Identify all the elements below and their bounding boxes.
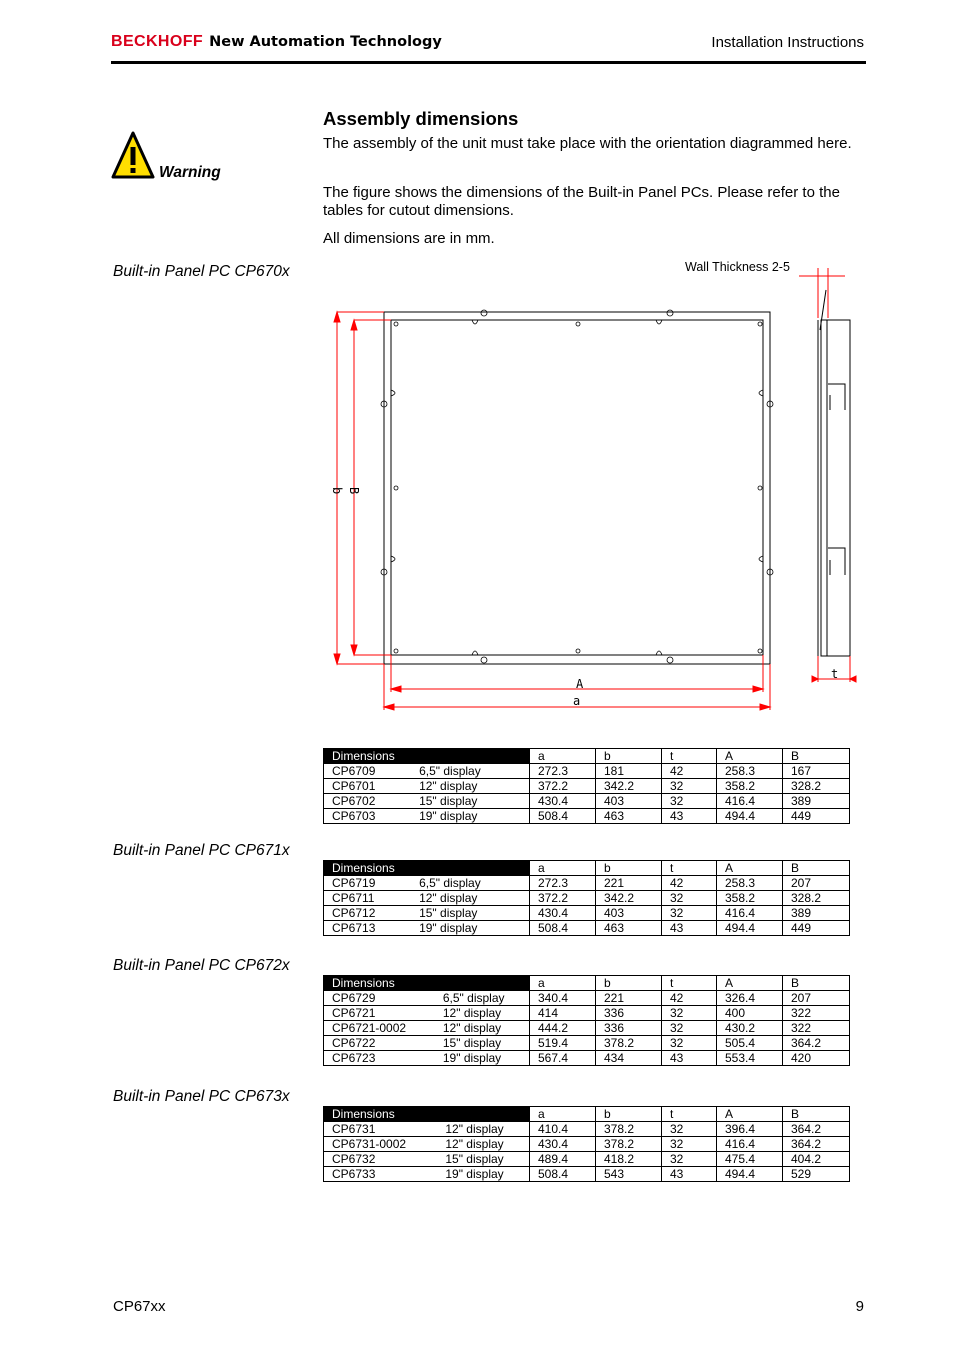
column-header: b <box>596 749 662 764</box>
table-cell: CP6719 <box>324 876 412 891</box>
table-cell: 567.4 <box>530 1051 596 1066</box>
table-cell: CP6711 <box>324 891 412 906</box>
dimensions-table-cp670x <box>323 748 850 824</box>
table-cell: 336 <box>596 1021 662 1036</box>
table-header-row <box>324 861 850 876</box>
group-label-cp670x: Built-in Panel PC CP670x <box>113 263 290 280</box>
table-cell: 32 <box>662 1122 717 1137</box>
table-cell: 342.2 <box>596 891 662 906</box>
column-header: b <box>596 1107 662 1122</box>
table-cell: 322 <box>783 1006 850 1021</box>
group-label-cp671x: Built-in Panel PC CP671x <box>113 842 290 859</box>
table-cell: 6,5" display <box>435 991 530 1006</box>
table-cell: 508.4 <box>530 809 596 824</box>
table-row <box>324 794 850 809</box>
table-cell: CP6729 <box>324 991 435 1006</box>
warning-label: Warning <box>159 164 221 181</box>
side-view <box>818 290 850 672</box>
column-header: a <box>530 861 596 876</box>
table-cell: 207 <box>783 991 850 1006</box>
column-header: t <box>662 976 717 991</box>
table-cell: 258.3 <box>717 876 783 891</box>
column-header: A <box>717 749 783 764</box>
dimensions-table-cp673x <box>323 1106 850 1182</box>
table-cell: 449 <box>783 921 850 936</box>
table-cell: 364.2 <box>783 1137 850 1152</box>
table-cell: 430.4 <box>530 1137 596 1152</box>
table-header-row <box>324 976 850 991</box>
table-cell: 221 <box>596 991 662 1006</box>
table-cell: 15" display <box>435 1036 530 1051</box>
table-cell: CP6721 <box>324 1006 435 1021</box>
table-cell: 420 <box>783 1051 850 1066</box>
table-cell: 400 <box>717 1006 783 1021</box>
table-row <box>324 779 850 794</box>
table-cell: CP6721-0002 <box>324 1021 435 1036</box>
table-row <box>324 1051 850 1066</box>
dimension-lines <box>334 268 856 710</box>
column-header: a <box>530 976 596 991</box>
table-cell: 418.2 <box>596 1152 662 1167</box>
panel-outline <box>384 312 770 664</box>
table-cell: CP6733 <box>324 1167 438 1182</box>
table-cell: CP6731-0002 <box>324 1137 438 1152</box>
table-cell: CP6701 <box>324 779 412 794</box>
table-cell: 434 <box>596 1051 662 1066</box>
table-cell: 272.3 <box>530 876 596 891</box>
group-label-cp673x: Built-in Panel PC CP673x <box>113 1088 290 1105</box>
column-header: B <box>783 976 850 991</box>
table-cell: 32 <box>662 1021 717 1036</box>
table-cell: 519.4 <box>530 1036 596 1051</box>
table-cell: 12" display <box>411 891 529 906</box>
table-cell: CP6732 <box>324 1152 438 1167</box>
table-cell: 32 <box>662 891 717 906</box>
table-cell: 475.4 <box>717 1152 783 1167</box>
dim-label-b: b <box>330 487 344 495</box>
table-cell: 508.4 <box>530 921 596 936</box>
table-row <box>324 809 850 824</box>
table-cell: 378.2 <box>596 1137 662 1152</box>
table-cell: 12" display <box>437 1137 529 1152</box>
table-cell: 15" display <box>437 1152 529 1167</box>
table-cell: 12" display <box>411 779 529 794</box>
table-cell: 6,5" display <box>411 764 529 779</box>
column-header: A <box>717 861 783 876</box>
table-cell: 416.4 <box>717 1137 783 1152</box>
column-header: B <box>783 861 850 876</box>
wall-thickness-label: Wall Thickness 2-5 <box>685 260 790 274</box>
table-cell: 32 <box>662 1152 717 1167</box>
table-cell: 444.2 <box>530 1021 596 1036</box>
dim-label-t: t <box>831 667 839 681</box>
table-cell: 449 <box>783 809 850 824</box>
table-cell: 43 <box>662 1167 717 1182</box>
table-cell: 12" display <box>435 1006 530 1021</box>
table-cell: CP6722 <box>324 1036 435 1051</box>
dim-label-a: a <box>573 694 581 708</box>
table-cell: 410.4 <box>530 1122 596 1137</box>
table-cell: 463 <box>596 921 662 936</box>
table-cell: 32 <box>662 794 717 809</box>
column-header: b <box>596 976 662 991</box>
table-cell: 328.2 <box>783 891 850 906</box>
table-cell: 358.2 <box>717 779 783 794</box>
table-cell: 207 <box>783 876 850 891</box>
dim-label-B: B <box>347 487 361 495</box>
table-cell: 430.4 <box>530 906 596 921</box>
column-header: b <box>596 861 662 876</box>
dimension-drawing <box>320 264 860 714</box>
table-cell: 403 <box>596 794 662 809</box>
dimensions-table-cp672x <box>323 975 850 1066</box>
table-cell: 19" display <box>411 921 529 936</box>
table-header-row <box>324 749 850 764</box>
column-header: B <box>783 1107 850 1122</box>
table-cell: 43 <box>662 1051 717 1066</box>
footer-product: CP67xx <box>113 1298 166 1315</box>
brand-logo <box>111 33 442 51</box>
header-divider <box>111 61 866 64</box>
table-cell: 364.2 <box>783 1122 850 1137</box>
table-cell: 322 <box>783 1021 850 1036</box>
table-cell: 167 <box>783 764 850 779</box>
table-row <box>324 1021 850 1036</box>
table-cell: 336 <box>596 1006 662 1021</box>
table-row <box>324 876 850 891</box>
column-header: a <box>530 749 596 764</box>
table-cell: 364.2 <box>783 1036 850 1051</box>
table-header-row <box>324 1107 850 1122</box>
table-cell: 463 <box>596 809 662 824</box>
paragraph-units: All dimensions are in mm. <box>323 230 495 247</box>
table-cell: 221 <box>596 876 662 891</box>
table-cell: 272.3 <box>530 764 596 779</box>
table-cell: 378.2 <box>596 1036 662 1051</box>
brand-tagline: New Automation Technology <box>209 34 442 50</box>
table-row <box>324 921 850 936</box>
table-cell: 19" display <box>435 1051 530 1066</box>
table-cell: 389 <box>783 906 850 921</box>
table-row <box>324 1137 850 1152</box>
table-row <box>324 1122 850 1137</box>
table-cell: 32 <box>662 779 717 794</box>
table-cell: 430.4 <box>530 794 596 809</box>
table-cell: 529 <box>783 1167 850 1182</box>
dimension-letters <box>330 487 838 708</box>
table-cell: 553.4 <box>717 1051 783 1066</box>
table-cell: CP6731 <box>324 1122 438 1137</box>
table-cell: 32 <box>662 906 717 921</box>
column-header: t <box>662 749 717 764</box>
table-cell: 181 <box>596 764 662 779</box>
table-cell: 494.4 <box>717 809 783 824</box>
table-cell: 326.4 <box>717 991 783 1006</box>
table-cell: 404.2 <box>783 1152 850 1167</box>
table-cell: 15" display <box>411 906 529 921</box>
table-row <box>324 1036 850 1051</box>
table-cell: 358.2 <box>717 891 783 906</box>
table-cell: CP6713 <box>324 921 412 936</box>
table-cell: 32 <box>662 1036 717 1051</box>
column-header: A <box>717 1107 783 1122</box>
table-cell: 42 <box>662 991 717 1006</box>
clamp-marks <box>391 320 763 655</box>
group-label-cp672x: Built-in Panel PC CP672x <box>113 957 290 974</box>
table-row <box>324 906 850 921</box>
table-cell: 42 <box>662 876 717 891</box>
paragraph-figure: The figure shows the dimensions of the Built-in Panel PCs. Please refer to the tables for cutout dimensions. <box>323 184 840 219</box>
table-cell: 372.2 <box>530 891 596 906</box>
table-row <box>324 1006 850 1021</box>
table-cell: 416.4 <box>717 906 783 921</box>
table-cell: CP6709 <box>324 764 412 779</box>
mounting-holes <box>381 310 773 663</box>
column-header: B <box>783 749 850 764</box>
table-cell: 494.4 <box>717 1167 783 1182</box>
paragraph-orientation: The assembly of the unit must take place with the orientation diagrammed here. <box>323 135 852 152</box>
table-cell: 508.4 <box>530 1167 596 1182</box>
table-cell: 19" display <box>411 809 529 824</box>
table-row <box>324 991 850 1006</box>
table-cell: 505.4 <box>717 1036 783 1051</box>
column-header: Dimensions <box>324 861 530 876</box>
table-cell: 378.2 <box>596 1122 662 1137</box>
table-cell: 12" display <box>435 1021 530 1036</box>
page-number: 9 <box>855 1298 864 1315</box>
table-cell: 43 <box>662 921 717 936</box>
table-cell: 32 <box>662 1137 717 1152</box>
column-header: A <box>717 976 783 991</box>
table-cell: 489.4 <box>530 1152 596 1167</box>
table-cell: 12" display <box>437 1122 529 1137</box>
table-cell: 342.2 <box>596 779 662 794</box>
table-cell: 43 <box>662 809 717 824</box>
section-title: Assembly dimensions <box>323 108 519 129</box>
column-header: Dimensions <box>324 749 530 764</box>
column-header: a <box>530 1107 596 1122</box>
table-cell: 494.4 <box>717 921 783 936</box>
table-cell: 340.4 <box>530 991 596 1006</box>
table-row <box>324 1167 850 1182</box>
table-cell: 430.2 <box>717 1021 783 1036</box>
table-cell: 414 <box>530 1006 596 1021</box>
warning-triangle-icon <box>111 131 155 179</box>
table-row <box>324 891 850 906</box>
table-cell: 416.4 <box>717 794 783 809</box>
table-cell: 6,5" display <box>411 876 529 891</box>
table-cell: CP6703 <box>324 809 412 824</box>
table-cell: 15" display <box>411 794 529 809</box>
dimensions-table-cp671x <box>323 860 850 936</box>
table-cell: 328.2 <box>783 779 850 794</box>
table-cell: 389 <box>783 794 850 809</box>
column-header: Dimensions <box>324 1107 530 1122</box>
table-row <box>324 764 850 779</box>
brand-name: BECKHOFF <box>111 33 204 50</box>
table-cell: CP6723 <box>324 1051 435 1066</box>
table-cell: 258.3 <box>717 764 783 779</box>
table-cell: CP6712 <box>324 906 412 921</box>
table-cell: 19" display <box>437 1167 529 1182</box>
table-row <box>324 1152 850 1167</box>
column-header: t <box>662 861 717 876</box>
table-cell: 543 <box>596 1167 662 1182</box>
table-cell: CP6702 <box>324 794 412 809</box>
table-cell: 42 <box>662 764 717 779</box>
table-cell: 396.4 <box>717 1122 783 1137</box>
column-header: t <box>662 1107 717 1122</box>
table-cell: 403 <box>596 906 662 921</box>
document-title: Installation Instructions <box>711 34 864 51</box>
table-cell: 32 <box>662 1006 717 1021</box>
table-cell: 372.2 <box>530 779 596 794</box>
column-header: Dimensions <box>324 976 530 991</box>
dim-label-A: A <box>576 677 584 691</box>
